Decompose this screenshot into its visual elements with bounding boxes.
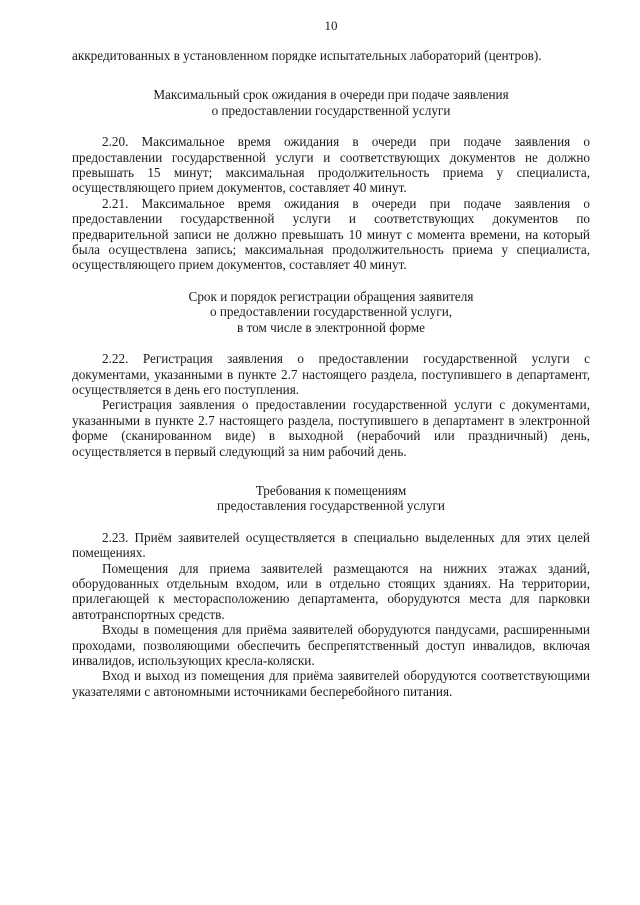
section-heading-registration [72,289,590,335]
paragraph-entry-exit-signs: Вход и выход из помещения для приёма заявителей оборудуются соответствующими указателями с автономными источниками бесперебойного питания. [72,668,590,699]
heading-line: о предоставлении государственной услуги, [209,304,453,320]
page-number: 10 [324,18,338,33]
heading-line: Срок и порядок регистрации обращения заявителя [188,288,474,304]
paragraph-premises-location: Помещения для приема заявителей размещаются на нижних этажах зданий, оборудованных отдельным входом, или в отдельно стоящих зданиях. На территории, прилегающей к месторасположению департамента, оборудуются места для парковки автотранспортных средств. [72,560,590,622]
section-heading-waiting-time [72,87,590,118]
paragraph-registration-weekend: Регистрация заявления о предоставлении государственной услуги с документами, указанными в пункте 2.7 настоящего раздела, поступившего в департамент в электронной форме (сканированном виде) в выходной (нерабочий или праздничный) день, осуществляется в первый следующий за ним рабочий день. [72,397,590,459]
heading-line: о предоставлении государственной услуги [211,102,451,118]
paragraph-2-23: 2.23. Приём заявителей осуществляется в специально выделенных для этих целей помещениях. [72,529,590,561]
heading-line: в том числе в электронной форме [237,319,425,335]
paragraph-2-21: 2.21. Максимальное время ожидания в очереди при подаче заявления о предоставлении государственной услуги и соответствующих документов по предварительной записи не должно превышать 10 минут с момента времени, на который была осуществлена запись; максимальная продолжительность приема у специалиста, осуществляющего прием документов, составляет 40 минут. [72,195,590,273]
section-heading-premises [72,483,590,514]
heading-line: Максимальный срок ожидания в очереди при подаче заявления [153,87,509,103]
paragraph-2-20: 2.20. Максимальное время ожидания в очереди при подаче заявления о предоставлении государственной услуги и соответствующих документов не должно превышать 15 минут; максимальная продолжительность приема у специалиста, осуществляющего прием документов, составляет 40 минут. [72,134,590,196]
paragraph-2-22: 2.22. Регистрация заявления о предоставлении государственной услуги с документами, указанными в пункте 2.7 настоящего раздела, поступившего в департамент, осуществляется в день его поступления. [72,351,590,397]
heading-line: предоставления государственной услуги [217,498,445,514]
heading-line: Требования к помещениям [255,482,407,498]
paragraph-entrances-ramps: Входы в помещения для приёма заявителей оборудуются пандусами, расширенными проходами, позволяющими обеспечить беспрепятственный доступ инвалидов, включая инвалидов, использующих кресла-коляски. [72,622,590,668]
document-page [72,18,590,699]
intro-paragraph: аккредитованных в установленном порядке испытательных лабораторий (центров). [72,48,542,63]
